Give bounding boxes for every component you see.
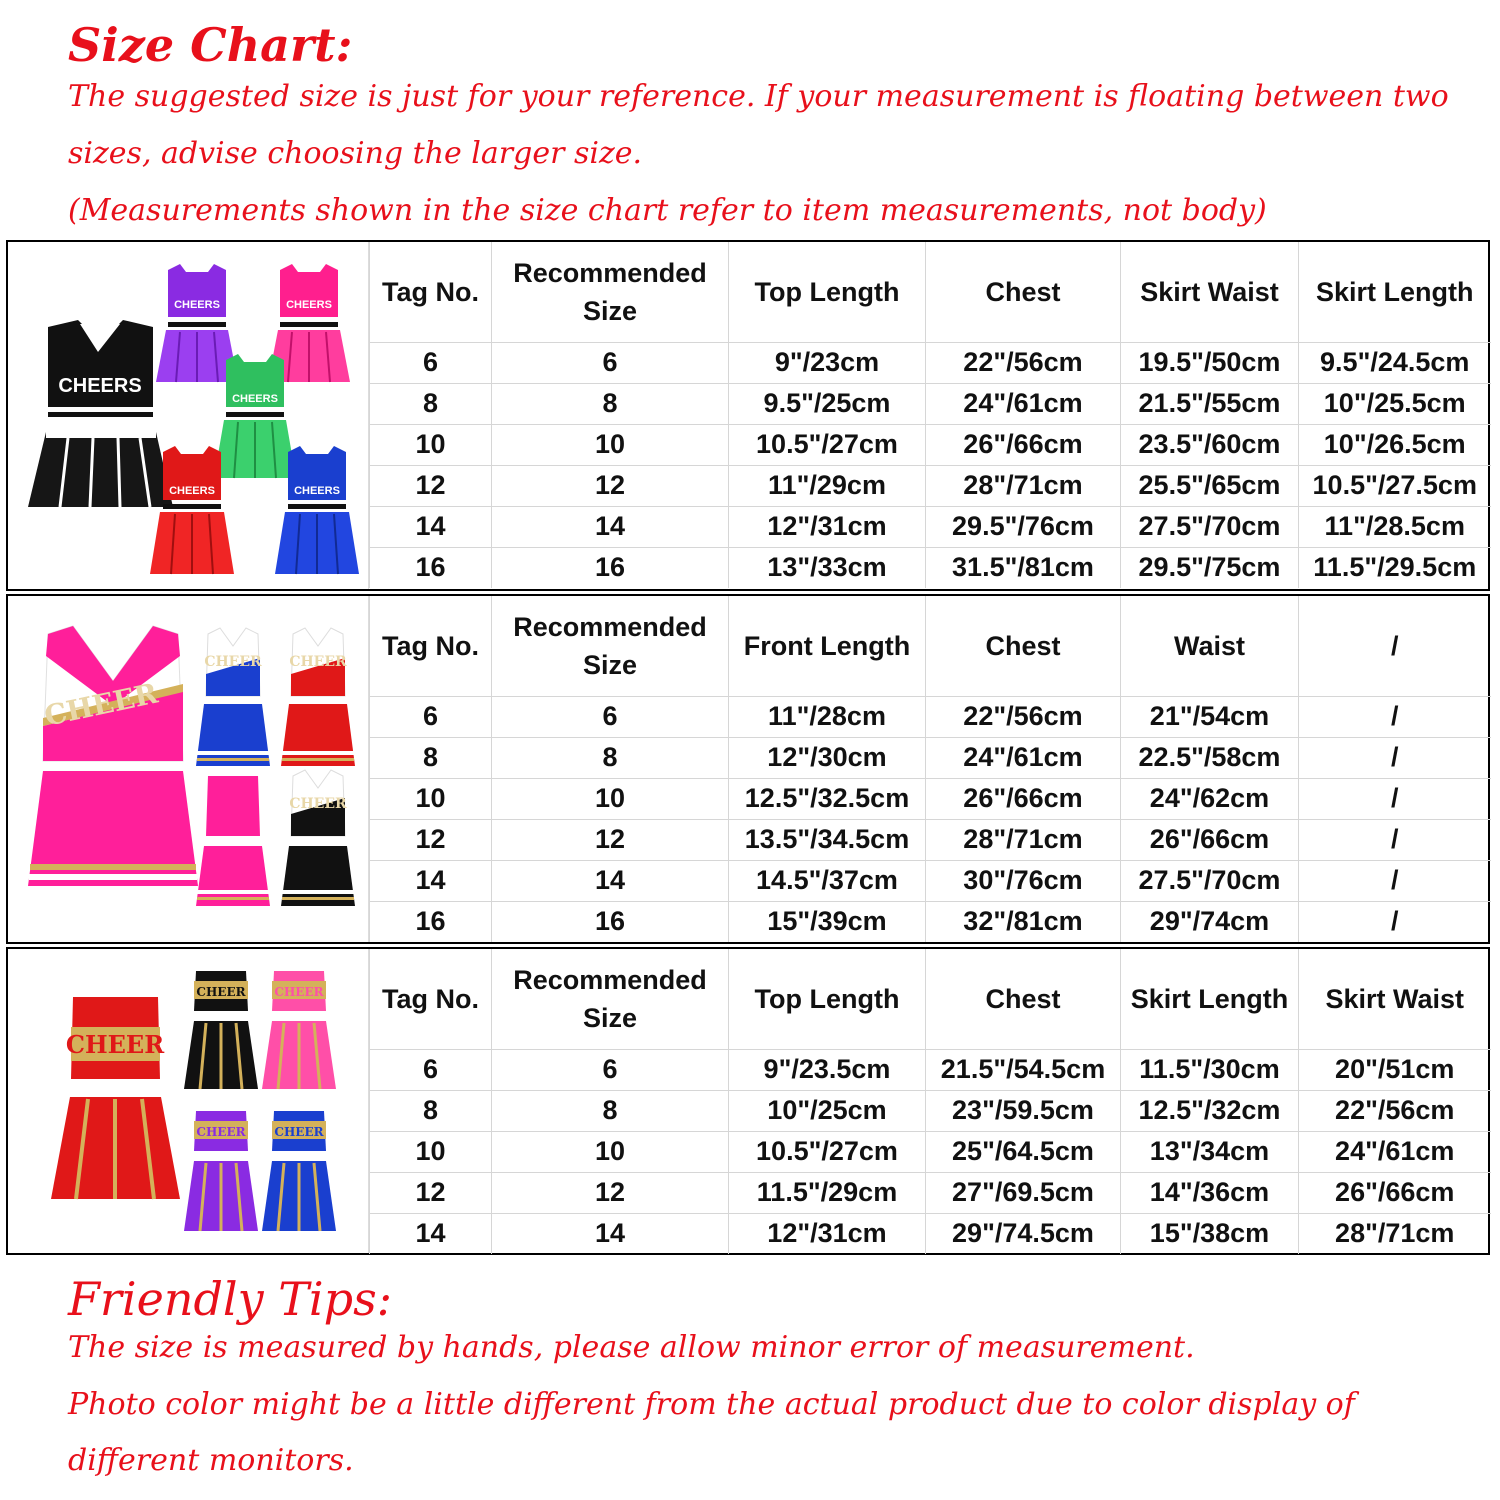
table-cell: 15"/39cm [729,901,926,942]
table-cell: 12 [370,819,492,860]
svg-text:CHEER: CHEER [289,796,347,812]
table-cell: 10"/25cm [729,1090,926,1131]
table-cell: 14 [370,506,492,547]
column-header: Skirt Waist [1299,949,1491,1049]
table-cell: 14 [492,1213,729,1254]
table-cell: 13"/34cm [1121,1131,1299,1172]
outfit-green [214,354,296,478]
column-header: Top Length [729,949,926,1049]
svg-text:CHEERS: CHEERS [232,393,278,405]
table-cell: 9"/23cm [729,342,926,383]
table-row [370,1049,1491,1090]
table-cell: 12 [370,1172,492,1213]
table-cell: 12.5"/32.5cm [729,778,926,819]
table-cell: 27.5"/70cm [1121,860,1299,901]
outfit-blue [196,628,270,766]
svg-text:CHEER: CHEER [274,985,324,999]
table-cell: 23.5"/60cm [1121,424,1299,465]
table-row [370,465,1491,506]
column-header: Chest [926,596,1121,696]
table-header-row [370,242,1491,342]
table-cell: 12"/30cm [729,737,926,778]
column-header: Skirt Length [1299,242,1491,342]
outfit-purple [156,264,238,382]
table-cell: 11"/28.5cm [1299,506,1491,547]
size-table-1-grid [369,242,1491,588]
size-note-line3: (Measurements shown in the size chart refer to item measurements, not body) [68,193,1267,228]
table-cell: / [1299,696,1491,737]
table-cell: 9.5"/25cm [729,383,926,424]
svg-text:CHEERS: CHEERS [294,485,340,497]
column-header: Chest [926,949,1121,1049]
friendly-tips-title: Friendly Tips: [68,1272,393,1326]
svg-text:CHEERS: CHEERS [169,485,215,497]
svg-text:CHEER: CHEER [289,654,347,670]
table-cell: / [1299,737,1491,778]
table-cell: 16 [492,901,729,942]
svg-text:CHEER: CHEER [204,654,262,670]
table-cell: 10 [492,424,729,465]
size-table-2 [6,594,1490,944]
table-cell: 12.5"/32cm [1121,1090,1299,1131]
table-row [370,1172,1491,1213]
table-cell: 24"/61cm [1299,1131,1491,1172]
table-row [370,901,1491,942]
table-cell: 10.5"/27cm [729,424,926,465]
table-cell: 9.5"/24.5cm [1299,342,1491,383]
table-cell: 12"/31cm [729,506,926,547]
table-cell: 15"/38cm [1121,1213,1299,1254]
column-header: Skirt Length [1121,949,1299,1049]
table-cell: 12 [492,1172,729,1213]
table-cell: 10 [370,424,492,465]
table-cell: 8 [370,383,492,424]
column-header: / [1299,596,1491,696]
svg-text:CHEERS: CHEERS [58,375,142,397]
table-cell: 14 [370,860,492,901]
table-cell: 10 [370,778,492,819]
table-row [370,819,1491,860]
svg-text:CHEER: CHEER [196,985,246,999]
table-cell: 6 [492,696,729,737]
table-cell: 27.5"/70cm [1121,506,1299,547]
outfit-purple [184,1111,258,1231]
table-header-row [370,949,1491,1049]
table-cell: 10"/26.5cm [1299,424,1491,465]
table-cell: 30"/76cm [926,860,1121,901]
product-image-cheer-crop-outfits [8,949,369,1253]
column-header: Tag No. [370,949,492,1049]
outfit-black [281,770,355,906]
table-cell: / [1299,819,1491,860]
outfit-blue [262,1111,336,1231]
table-cell: 12 [492,465,729,506]
table-cell: 6 [370,696,492,737]
table-row [370,778,1491,819]
table-cell: 29"/74.5cm [926,1213,1121,1254]
table-cell: 16 [492,547,729,588]
size-chart-title: Size Chart: [68,18,353,72]
table-cell: 20"/51cm [1299,1049,1491,1090]
table-cell: 8 [492,1090,729,1131]
table-cell: 12"/31cm [729,1213,926,1254]
column-header: Recommended Size [492,242,729,342]
table-cell: 19.5"/50cm [1121,342,1299,383]
table-row [370,1131,1491,1172]
table-row [370,860,1491,901]
outfit-pink [262,971,336,1089]
outfit-pink-small [196,776,270,906]
table-cell: 6 [492,342,729,383]
cheer-outfit-illustration [8,596,368,942]
table-row [370,342,1491,383]
table-cell: 10 [492,778,729,819]
table-cell: 22"/56cm [926,696,1121,737]
cheer-crop-outfit-illustration [8,949,368,1253]
tip-line3: different monitors. [68,1443,354,1478]
column-header: Recommended Size [492,949,729,1049]
size-table-3-grid [369,949,1491,1254]
table-cell: 28"/71cm [926,819,1121,860]
table-row [370,737,1491,778]
outfit-black [184,971,258,1089]
table-cell: 14.5"/37cm [729,860,926,901]
column-header: Front Length [729,596,926,696]
table-cell: 8 [370,737,492,778]
table-cell: 25"/64.5cm [926,1131,1121,1172]
table-header-row [370,596,1491,696]
tip-line1: The size is measured by hands, please allow minor error of measurement. [68,1330,1195,1365]
svg-text:CHEER: CHEER [196,1125,246,1139]
table-cell: 8 [370,1090,492,1131]
table-row [370,383,1491,424]
table-cell: 26"/66cm [926,778,1121,819]
table-cell: 24"/62cm [1121,778,1299,819]
table-cell: 10 [370,1131,492,1172]
table-cell: 6 [370,342,492,383]
table-cell: 32"/81cm [926,901,1121,942]
table-cell: 31.5"/81cm [926,547,1121,588]
table-cell: 22"/56cm [926,342,1121,383]
table-row [370,696,1491,737]
table-cell: 26"/66cm [1299,1172,1491,1213]
table-cell: 21.5"/55cm [1121,383,1299,424]
table-cell: 12 [492,819,729,860]
svg-text:CHEER: CHEER [65,1030,165,1059]
table-cell: 11.5"/29.5cm [1299,547,1491,588]
table-cell: / [1299,778,1491,819]
table-cell: 26"/66cm [926,424,1121,465]
outfit-red [281,628,355,766]
table-cell: / [1299,860,1491,901]
column-header: Tag No. [370,596,492,696]
size-table-1 [6,240,1490,591]
table-cell: 16 [370,547,492,588]
table-cell: 24"/61cm [926,737,1121,778]
outfit-pink-large [28,626,198,886]
table-cell: 10"/25.5cm [1299,383,1491,424]
table-cell: 21.5"/54.5cm [926,1049,1121,1090]
table-cell: 27"/69.5cm [926,1172,1121,1213]
tip-line2: Photo color might be a little different from the actual product due to color display of [68,1387,1355,1422]
table-cell: 11"/28cm [729,696,926,737]
svg-text:CHEER: CHEER [41,676,161,733]
svg-text:CHEER: CHEER [274,1125,324,1139]
table-cell: 14 [492,860,729,901]
outfit-black [28,320,173,507]
table-cell: 21"/54cm [1121,696,1299,737]
table-cell: 10 [492,1131,729,1172]
size-note-line1: The suggested size is just for your reference. If your measurement is floating between two [68,79,1449,114]
column-header: Skirt Waist [1121,242,1299,342]
table-cell: 14 [492,506,729,547]
table-cell: / [1299,901,1491,942]
size-table-2-grid [369,596,1491,942]
table-row [370,1213,1491,1254]
table-cell: 14"/36cm [1121,1172,1299,1213]
cheers-outfit-illustration [8,242,368,589]
column-header: Tag No. [370,242,492,342]
table-row [370,1090,1491,1131]
table-cell: 14 [370,1213,492,1254]
table-cell: 6 [492,1049,729,1090]
table-cell: 22.5"/58cm [1121,737,1299,778]
table-cell: 16 [370,901,492,942]
table-cell: 10.5"/27cm [729,1131,926,1172]
table-cell: 13.5"/34.5cm [729,819,926,860]
column-header: Waist [1121,596,1299,696]
table-cell: 8 [492,383,729,424]
table-cell: 10.5"/27.5cm [1299,465,1491,506]
table-row [370,506,1491,547]
table-cell: 29.5"/75cm [1121,547,1299,588]
size-note-line2: sizes, advise choosing the larger size. [68,136,643,171]
svg-text:CHEERS: CHEERS [286,299,332,311]
table-cell: 23"/59.5cm [926,1090,1121,1131]
table-cell: 12 [370,465,492,506]
table-cell: 6 [370,1049,492,1090]
column-header: Chest [926,242,1121,342]
table-cell: 26"/66cm [1121,819,1299,860]
column-header: Recommended Size [492,596,729,696]
column-header: Top Length [729,242,926,342]
svg-text:CHEERS: CHEERS [174,299,220,311]
table-cell: 8 [492,737,729,778]
product-image-cheers-outfits [8,242,369,589]
table-cell: 11.5"/29cm [729,1172,926,1213]
table-cell: 29.5"/76cm [926,506,1121,547]
table-cell: 29"/74cm [1121,901,1299,942]
table-cell: 11"/29cm [729,465,926,506]
table-row [370,424,1491,465]
table-cell: 24"/61cm [926,383,1121,424]
outfit-red-large [51,997,180,1199]
table-cell: 11.5"/30cm [1121,1049,1299,1090]
table-cell: 9"/23.5cm [729,1049,926,1090]
table-row [370,547,1491,588]
table-cell: 28"/71cm [1299,1213,1491,1254]
table-cell: 28"/71cm [926,465,1121,506]
table-cell: 25.5"/65cm [1121,465,1299,506]
table-cell: 22"/56cm [1299,1090,1491,1131]
product-image-cheer-outfits [8,596,369,942]
table-cell: 13"/33cm [729,547,926,588]
size-table-3 [6,947,1490,1255]
